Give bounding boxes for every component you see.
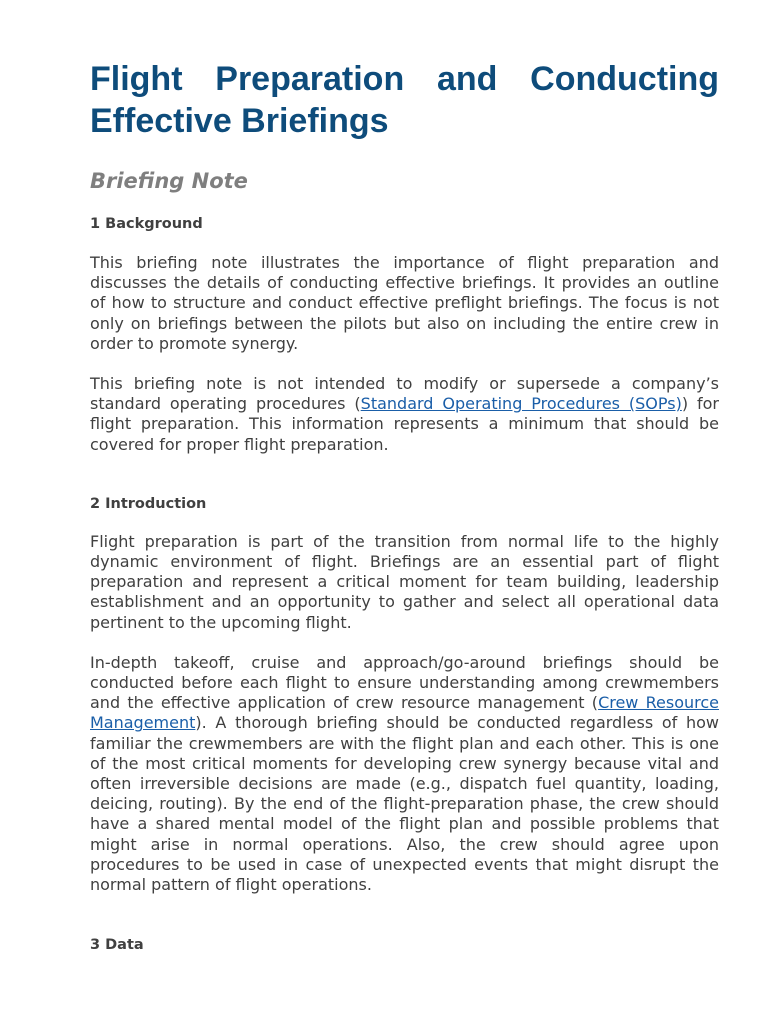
background-paragraph-2-text-after: ) for flight preparation. This information represents a minimum that should be covered for proper flight preparation. bbox=[90, 394, 719, 454]
introduction-paragraph-2-text-before: In-depth takeoff, cruise and approach/go-around briefings should be conducted before each flight to ensure understanding among crewmembers and the effective application of crew resource management ( bbox=[90, 652, 719, 713]
crew-resource-management-link[interactable]: Crew Resource Management bbox=[90, 693, 720, 733]
section-heading-background: 1 Background bbox=[90, 216, 203, 232]
background-paragraph-2 bbox=[90, 374, 719, 455]
introduction-paragraph-2-text-after: ). A thorough briefing should be conducted regardless of how familiar the crewmembers are with the flight plan and each other. This is one of the most critical moments for developing crew synergy because vital and often irreversible decisions are made (e.g., dispatch fuel quantity, loading, deicing, routing). By the end of the flight-preparation phase, the crew should have a shared mental model of the flight plan and possible problems that might arise in normal operations. Also, the crew should agree upon procedures to be used in case of unexpected events that might disrupt the normal pattern of flight operations. bbox=[90, 713, 719, 895]
page-title-line-2: Effective Briefings bbox=[90, 102, 389, 140]
section-heading-introduction: 2 Introduction bbox=[90, 495, 207, 512]
page-title-line-1: Flight Preparation and Conducting bbox=[90, 60, 719, 98]
page-title bbox=[90, 58, 719, 142]
background-paragraph-1: This briefing note illustrates the importance of flight preparation and discusses the details of conducting effective briefings. It provides an outline of how to structure and conduct effective preflight briefings. The focus is not only on briefings between the pilots but also on including the entire crew in order to promote synergy. bbox=[90, 253, 719, 353]
document-subtitle: Briefing Note bbox=[90, 169, 248, 193]
section-heading-data: 3 Data bbox=[90, 937, 144, 954]
background-paragraph-2-text-before: This briefing note is not intended to modify or supersede a company’s standard operating procedures ( bbox=[90, 374, 719, 414]
introduction-paragraph-2 bbox=[90, 653, 719, 895]
sops-link[interactable]: Standard Operating Procedures (SOPs) bbox=[360, 394, 682, 414]
introduction-paragraph-1: Flight preparation is part of the transition from normal life to the highly dynamic environment of flight. Briefings are an essential part of flight preparation and represent a critical moment for team building, leadership establishment and an opportunity to gather and select all operational data pertinent to the upcoming flight. bbox=[90, 531, 719, 632]
